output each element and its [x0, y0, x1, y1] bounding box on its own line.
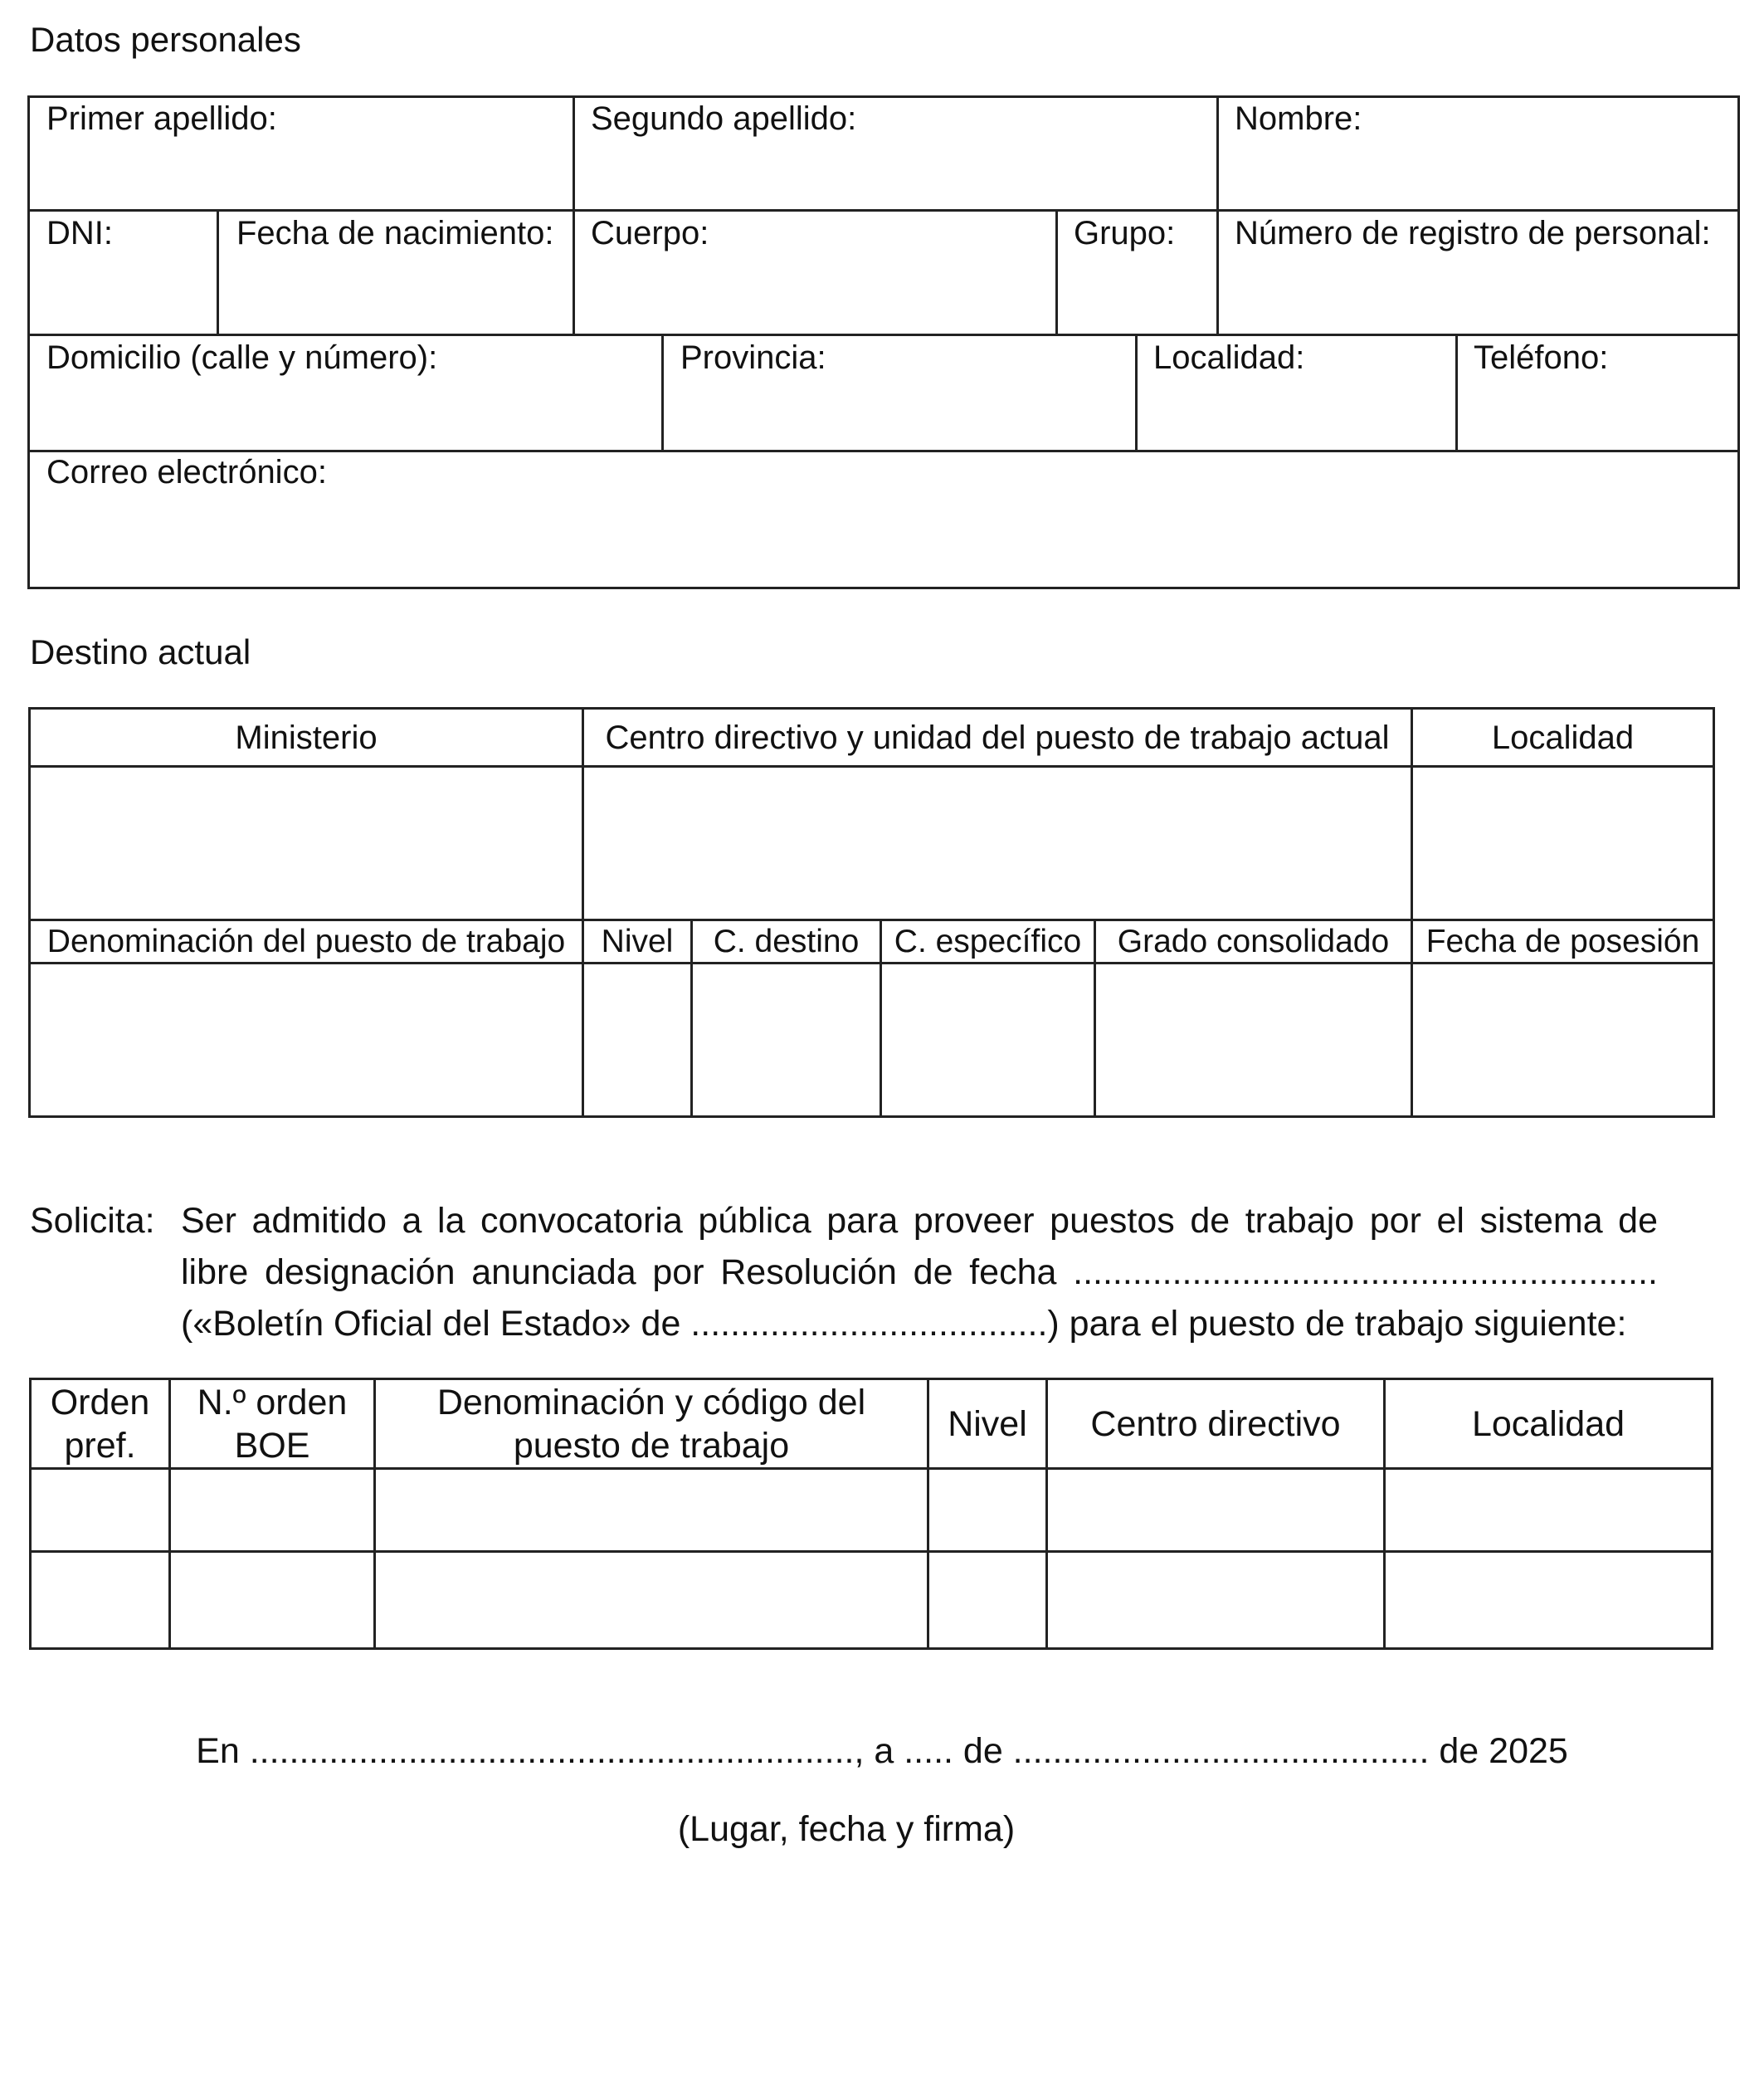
field-orden-pref-2[interactable] [32, 1553, 168, 1647]
label-nombre: Nombre: [1235, 100, 1362, 137]
field-n-orden-boe-1[interactable] [171, 1470, 373, 1550]
field-centro-directivo-2[interactable] [1048, 1553, 1383, 1647]
header-grado-consolidado: Grado consolidado [1117, 923, 1390, 959]
field-centro-directivo-1[interactable] [1048, 1470, 1383, 1550]
field-correo-electronico[interactable] [30, 495, 1737, 587]
label-correo-electronico: Correo electrónico: [46, 454, 327, 490]
field-numero-registro[interactable] [1219, 254, 1737, 334]
field-denominacion-puesto[interactable] [31, 964, 582, 1115]
field-localidad-2[interactable] [1386, 1553, 1711, 1647]
field-provincia[interactable] [664, 378, 1135, 450]
field-denominacion-codigo-2[interactable] [376, 1553, 927, 1647]
header-fecha-posesion: Fecha de posesión [1425, 923, 1700, 959]
header-denominacion-codigo-text: Denominación y código del puesto de trabajo [436, 1382, 866, 1466]
label-primer-apellido: Primer apellido: [46, 100, 277, 137]
field-fecha-nacimiento[interactable] [219, 254, 573, 334]
label-numero-registro: Número de registro de personal: [1235, 215, 1711, 251]
field-orden-pref-1[interactable] [32, 1470, 168, 1550]
header-nivel: Nivel [601, 923, 674, 959]
header-denominacion-puesto: Denominación del puesto de trabajo [46, 923, 566, 959]
field-fecha-posesion[interactable] [1413, 964, 1713, 1115]
header-orden-pref-text: Orden pref. [50, 1382, 150, 1466]
field-domicilio[interactable] [30, 378, 661, 450]
label-provincia: Provincia: [680, 339, 826, 376]
label-segundo-apellido: Segundo apellido: [591, 100, 857, 137]
field-localidad-1[interactable] [1386, 1470, 1711, 1550]
field-nivel-1[interactable] [929, 1470, 1045, 1550]
label-localidad: Localidad: [1153, 339, 1305, 376]
header-localidad-puesto: Localidad [1471, 1403, 1625, 1444]
field-c-destino[interactable] [693, 964, 880, 1115]
field-localidad[interactable] [1138, 378, 1455, 450]
header-orden-pref [32, 1380, 168, 1467]
header-centro-directivo: Centro directivo [1090, 1403, 1341, 1444]
header-n-orden-boe-text: N.º orden BOE [197, 1382, 348, 1466]
field-ministerio[interactable] [31, 768, 582, 919]
field-cuerpo[interactable] [575, 254, 1055, 334]
field-localidad-actual[interactable] [1413, 768, 1713, 919]
label-cuerpo: Cuerpo: [591, 215, 709, 251]
field-grado-consolidado[interactable] [1096, 964, 1411, 1115]
field-centro-directivo-unidad[interactable] [584, 768, 1411, 919]
field-nombre[interactable] [1219, 139, 1737, 209]
header-c-destino: C. destino [713, 923, 860, 959]
field-telefono[interactable] [1458, 378, 1737, 450]
section-title-datos-personales: Datos personales [30, 20, 301, 59]
header-n-orden-boe [171, 1380, 373, 1467]
solicita-line-3: («Boletín Oficial del Estado» de ....................................) para el puesto de trabajo siguiente: [181, 1304, 1627, 1344]
signature-place-date-line: En ............................................................., a ..... de .......................................... de 2025 [196, 1731, 1568, 1771]
field-primer-apellido[interactable] [30, 139, 573, 209]
label-domicilio: Domicilio (calle y número): [46, 339, 438, 376]
header-c-especifico: C. específico [894, 923, 1082, 959]
header-ministerio: Ministerio [235, 719, 378, 756]
header-nivel-puesto: Nivel [948, 1403, 1027, 1444]
label-dni: DNI: [46, 215, 113, 251]
field-nivel[interactable] [584, 964, 690, 1115]
solicita-line-1: Ser admitido a la convocatoria pública para proveer puestos de trabajo por el sistema de [181, 1201, 1658, 1241]
field-segundo-apellido[interactable] [575, 139, 1216, 209]
label-telefono: Teléfono: [1474, 339, 1609, 376]
section-title-destino-actual: Destino actual [30, 632, 251, 671]
field-nivel-2[interactable] [929, 1553, 1045, 1647]
header-localidad: Localidad [1491, 719, 1635, 756]
field-grupo[interactable] [1058, 254, 1216, 334]
signature-caption: (Lugar, fecha y firma) [677, 1809, 1016, 1849]
field-denominacion-codigo-1[interactable] [376, 1470, 927, 1550]
label-grupo: Grupo: [1074, 215, 1176, 251]
solicita-label: Solicita: [30, 1201, 155, 1241]
field-n-orden-boe-2[interactable] [171, 1553, 373, 1647]
field-c-especifico[interactable] [882, 964, 1094, 1115]
solicita-line-2: libre designación anunciada por Resolución de fecha ........................................................... [181, 1252, 1658, 1292]
header-denominacion-codigo [376, 1380, 927, 1467]
field-dni[interactable] [30, 254, 217, 334]
header-centro-directivo-unidad: Centro directivo y unidad del puesto de trabajo actual [605, 719, 1390, 756]
label-fecha-nacimiento: Fecha de nacimiento: [236, 215, 554, 251]
